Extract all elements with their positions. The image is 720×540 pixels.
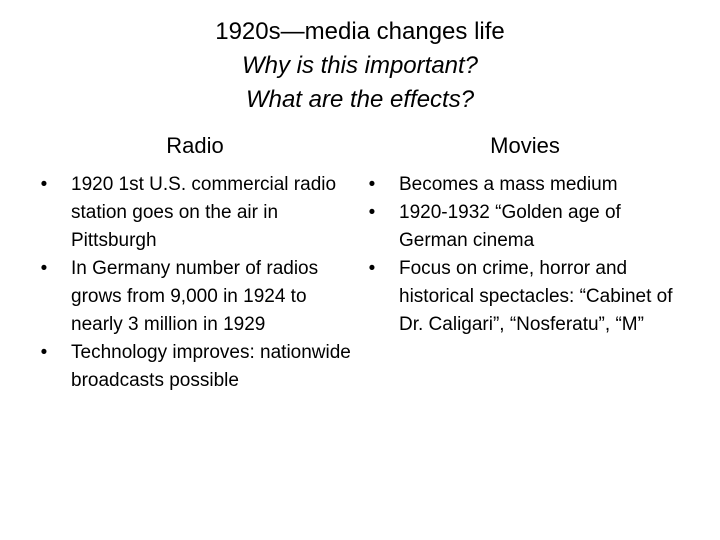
bullet-icon: • xyxy=(368,174,376,195)
bullet-text: In Germany number of radios grows from 9,000 in 1924 to nearly 3 million in 1929 xyxy=(71,258,319,335)
bullet-icon: • xyxy=(368,258,376,279)
bullet-text: 1920 1st U.S. commercial radio station goes on the air in Pittsburgh xyxy=(71,174,337,251)
title-line-question-1: Why is this important? xyxy=(241,52,479,79)
bullet-text: Focus on crime, horror and historical spectacles: “Cabinet of Dr. Caligari”, “Nosferatu”, “M” xyxy=(399,258,673,335)
title-line-main: 1920s—media changes life xyxy=(215,18,505,45)
list-item xyxy=(362,199,682,255)
list-item xyxy=(34,255,359,339)
radio-bullet-list xyxy=(34,171,359,395)
list-item xyxy=(362,255,682,339)
radio-heading: Radio xyxy=(166,133,224,158)
slide-title xyxy=(0,15,720,117)
bullet-text: 1920-1932 “Golden age of German cinema xyxy=(399,202,621,251)
bullet-icon: • xyxy=(40,258,48,279)
movies-heading: Movies xyxy=(490,133,560,158)
list-item xyxy=(362,171,682,199)
list-item xyxy=(34,339,359,395)
movies-bullet-list xyxy=(362,171,682,339)
bullet-icon: • xyxy=(368,202,376,223)
bullet-icon: • xyxy=(40,342,48,363)
list-item xyxy=(34,171,359,255)
bullet-text: Technology improves: nationwide broadcasts possible xyxy=(71,342,351,391)
title-line-question-2: What are the effects? xyxy=(245,86,475,113)
bullet-icon: • xyxy=(40,174,48,195)
bullet-text: Becomes a mass medium xyxy=(399,174,618,195)
